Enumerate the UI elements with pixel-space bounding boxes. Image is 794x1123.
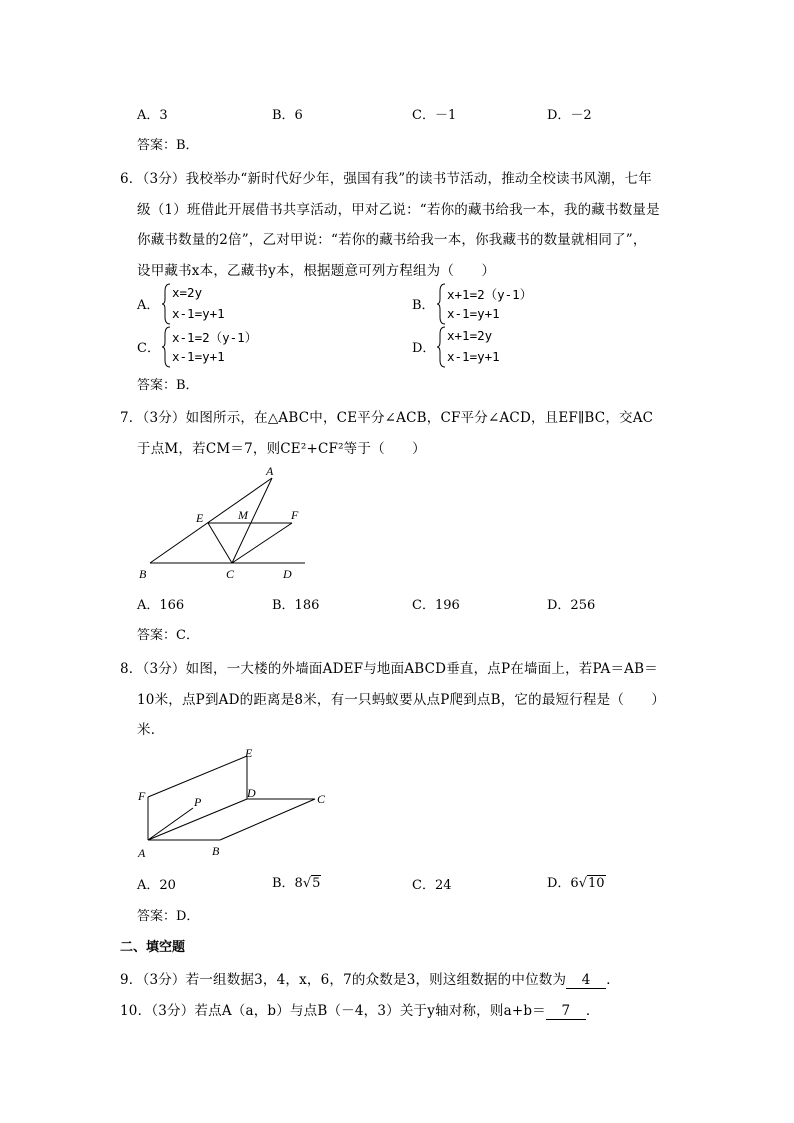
q8-label-d: D [247,786,256,800]
q9-line [120,968,620,989]
q8-option-c: C．24 [412,878,452,893]
q9-text: 9．（3分）若一组数据3，4，x，6，7的众数是3，则这组数据的中位数为 [120,972,567,988]
q7-line-1: 7．（3分）如图所示，在△ABC中，CE平分∠ACB，CF平分∠ACD，且EF∥BC，交AC [120,410,654,426]
q8-option-d-radicand: 10 [588,876,605,891]
q8-line-3: 米． [137,722,165,738]
q6-option-a-eq2: x-1=y+1 [172,306,225,321]
q7-option-d: D．256 [547,598,596,613]
q7-label-m: M [238,508,248,522]
q5-option-d: D．－2 [547,108,592,123]
q8-label-e: E [245,746,253,760]
q6-option-b-eq1: x+1=2（y-1） [447,287,533,302]
q8-line-2: 10米，点P到AD的距离是8米，有一只蚂蚁要从点P爬到点B，它的最短行程是（ ） [137,692,666,708]
q6-option-c-eq2: x-1=y+1 [172,349,225,364]
q7-option-a: A．166 [137,598,185,613]
q9-end: ． [606,972,620,988]
q7-line-2: 于点M，若CM＝7，则CE²+CF²等于（ ） [137,441,426,457]
q6-option-b-label: B． [412,298,435,313]
q8-line-1: 8．（3分）如图，一大楼的外墙面ADEF与地面ABCD垂直，点P在墙面上，若PA＝AB＝ [120,661,658,677]
q7-label-a: A [266,464,274,478]
q8-label-p: P [194,795,202,809]
q8-label-f: F [138,789,146,803]
q6-line-3: 你藏书数量的2倍”，乙对甲说：“若你的藏书给我一本，你我藏书的数量就相同了”， [137,232,647,248]
q6-option-b-eq2: x-1=y+1 [447,306,500,321]
brace-icon [162,326,172,368]
q10-text: 10．（3分）若点A（a，b）与点B（－4，3）关于y轴对称，则a+b＝ [120,1003,546,1019]
sqrt-icon: √10 [578,876,605,891]
q7-label-d: D [283,567,292,581]
q8-option-a: A．20 [137,878,176,893]
section-fill-in-title: 二、填空题 [120,940,186,955]
q6-option-d-eq1: x+1=2y [447,328,493,343]
q6-option-c-label: C． [137,341,160,356]
q6-line-2: 级（1）班借此开展借书共享活动，甲对乙说：“若你的藏书给我一本，我的藏书数量是 [137,202,660,218]
q8-option-b-radicand: 5 [312,876,321,891]
q8-label-a: A [138,846,146,860]
q8-label-b: B [212,844,220,858]
q6-option-c-eq1: x-1=2（y-1） [172,330,258,345]
q6-line-1: 6．（3分）我校举办“新时代好少年，强国有我”的读书节活动，推动全校读书风潮，七年 [120,171,652,187]
brace-icon [437,326,447,368]
q6-line-4: 设甲藏书x本，乙藏书y本，根据题意可列方程组为（ ） [137,263,496,279]
q10-end: ． [585,1003,600,1019]
q8-label-c: C [317,792,326,806]
q5-option-c: C．－1 [412,108,457,123]
sqrt-icon: √5 [302,876,321,891]
q5-option-a: A．3 [137,108,168,123]
q8-option-b-prefix: B．8 [272,876,303,891]
brace-icon [437,283,447,325]
q7-triangle-figure [130,460,320,585]
q7-answer: 答案：C． [137,628,199,643]
q7-label-e: E [196,511,204,525]
q5-answer: 答案：B． [137,138,199,153]
q8-option-d [547,872,606,891]
q10-line [120,999,600,1020]
q6-option-d-label: D． [412,341,436,356]
q5-option-b: B．6 [272,108,303,123]
q6-option-a-label: A． [137,298,160,313]
q7-label-b: B [139,567,147,581]
q8-option-d-prefix: D．6 [547,876,579,891]
brace-icon [162,283,172,325]
q7-label-f: F [291,508,299,522]
q8-option-b [272,872,321,891]
q7-label-c: C [226,567,235,581]
q6-answer: 答案：B． [137,378,199,393]
q7-option-c: C．196 [412,598,460,613]
q6-option-a-eq1: x=2y [172,285,203,300]
q8-answer: 答案：D． [137,909,200,924]
q7-option-b: B．186 [272,598,320,613]
q10-blank: 7 [546,1003,586,1020]
q6-option-d-eq2: x-1=y+1 [447,349,500,364]
q9-blank: 4 [566,972,606,989]
q8-building-figure [130,740,340,865]
